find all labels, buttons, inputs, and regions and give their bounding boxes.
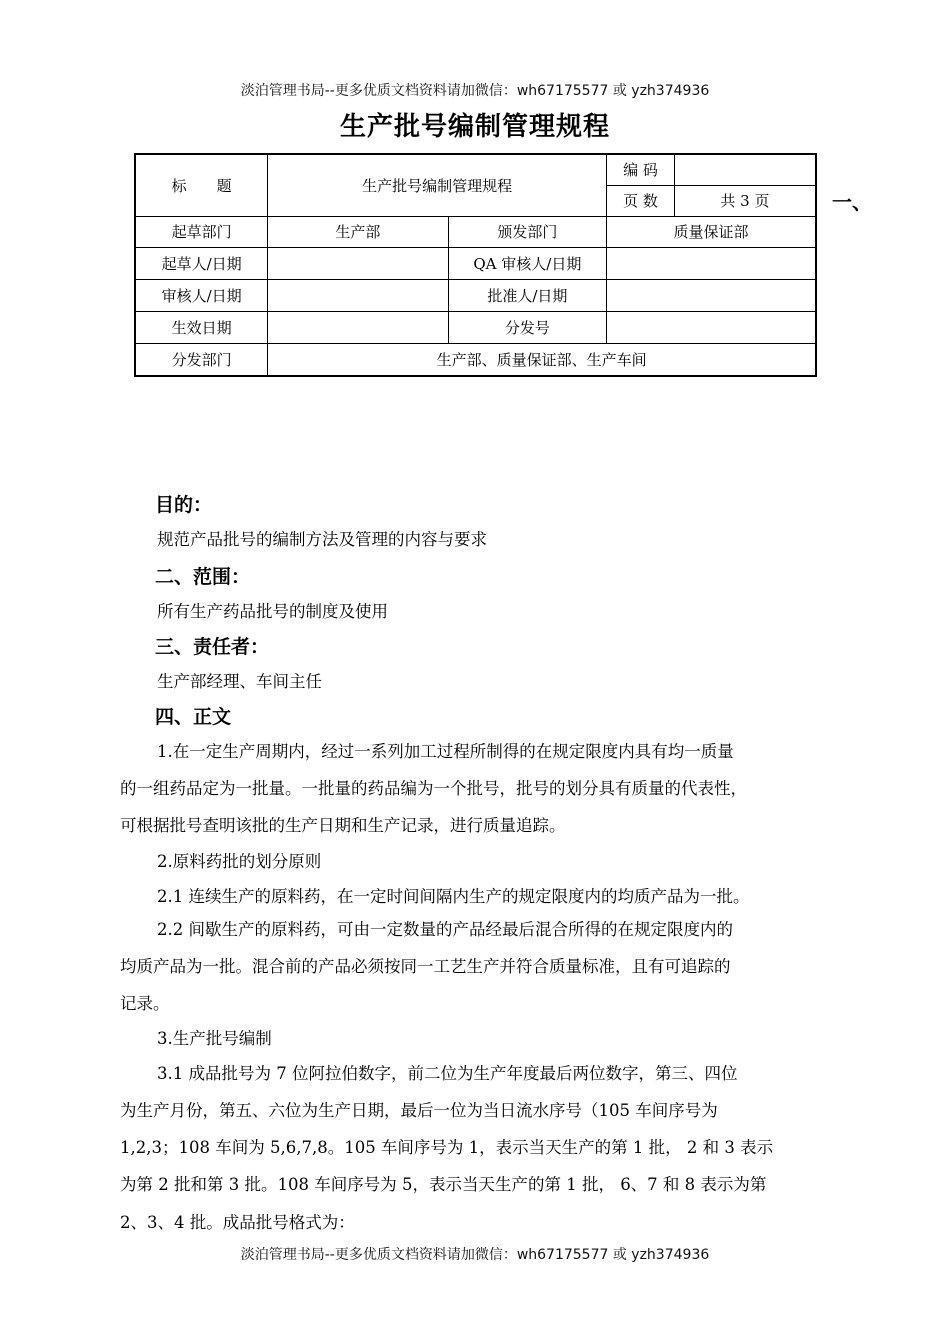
responsibility-heading: 三、责任者： <box>155 636 270 658</box>
value-pages: 共 3 页 <box>674 185 816 216</box>
label-effective-date: 生效日期 <box>135 311 268 343</box>
body-line: 2、3、4 批。成品批号格式为： <box>120 1213 355 1232</box>
body-line: 2.原料药批的划分原则 <box>157 852 322 871</box>
value-distribution-no <box>607 311 816 343</box>
label-drafter: 起草人/日期 <box>135 247 268 279</box>
body-heading: 四、正文 <box>155 706 232 728</box>
document-info-table <box>134 153 817 377</box>
body-line: 3.1 成品批号为 7 位阿拉伯数字，前二位为生产年度最后两位数字，第三、四位 <box>157 1064 738 1083</box>
value-code <box>674 154 816 185</box>
value-issue-dept: 质量保证部 <box>607 216 816 247</box>
body-line: 1.在一定生产周期内，经过一系列加工过程所制得的在规定限度内具有均一质量 <box>157 742 734 761</box>
label-pages: 页 数 <box>607 185 675 216</box>
scope-text: 所有生产药品批号的制度及使用 <box>157 602 388 621</box>
header-note: 淡泊管理书局--更多优质文档资料请加微信：wh67175577 或 yzh374936 <box>240 83 710 99</box>
footer-note: 淡泊管理书局--更多优质文档资料请加微信：wh67175577 或 yzh374936 <box>240 1247 710 1263</box>
value-drafter <box>268 247 448 279</box>
label-issue-dept: 颁发部门 <box>448 216 607 247</box>
label-reviewer: 审核人/日期 <box>135 279 268 311</box>
body-line: 为第 2 批和第 3 批。108 车间序号为 5，表示当天生产的第 1 批， 6、7 和 8 表示为第 <box>120 1175 767 1194</box>
body-line: 1,2,3；108 车间为 5,6,7,8。105 车间序号为 1，表示当天生产的第 1 批， 2 和 3 表示 <box>120 1138 774 1157</box>
body-line: 均质产品为一批。混合前的产品必须按同一工艺生产并符合质量标准，且有可追踪的 <box>120 957 731 976</box>
scope-heading: 二、范围： <box>155 566 251 588</box>
value-approver <box>607 279 816 311</box>
label-title: 标 题 <box>135 154 268 216</box>
body-line: 记录。 <box>120 994 170 1013</box>
label-distribution-no: 分发号 <box>448 311 607 343</box>
value-distribution-dept: 生产部、质量保证部、生产车间 <box>268 343 816 376</box>
label-code: 编 码 <box>607 154 675 185</box>
value-qa-reviewer <box>607 247 816 279</box>
responsibility-text: 生产部经理、车间主任 <box>157 672 322 691</box>
document-title: 生产批号编制管理规程 <box>339 112 610 142</box>
purpose-text: 规范产品批号的编制方法及管理的内容与要求 <box>157 530 487 549</box>
label-approver: 批准人/日期 <box>448 279 607 311</box>
value-draft-dept: 生产部 <box>268 216 448 247</box>
body-line: 为生产月份，第五、六位为生产日期，最后一位为当日流水序号（105 车间序号为 <box>120 1101 718 1120</box>
label-distribution-dept: 分发部门 <box>135 343 268 376</box>
value-effective-date <box>268 311 448 343</box>
label-draft-dept: 起草部门 <box>135 216 268 247</box>
value-reviewer <box>268 279 448 311</box>
body-line: 3.生产批号编制 <box>157 1029 272 1048</box>
body-line: 可根据批号查明该批的生产日期和生产记录，进行质量追踪。 <box>120 816 566 835</box>
section-number-mark: 一、 <box>832 190 872 214</box>
label-qa-reviewer: QA 审核人/日期 <box>448 247 607 279</box>
value-title: 生产批号编制管理规程 <box>268 154 607 216</box>
body-line: 2.1 连续生产的原料药，在一定时间间隔内生产的规定限度内的均质产品为一批。 <box>157 887 750 906</box>
purpose-heading: 目的： <box>155 494 213 516</box>
body-line: 的一组药品定为一批量。一批量的药品编为一个批号，批号的划分具有质量的代表性， <box>120 779 747 798</box>
body-line: 2.2 间歇生产的原料药，可由一定数量的产品经最后混合所得的在规定限度内的 <box>157 920 733 939</box>
